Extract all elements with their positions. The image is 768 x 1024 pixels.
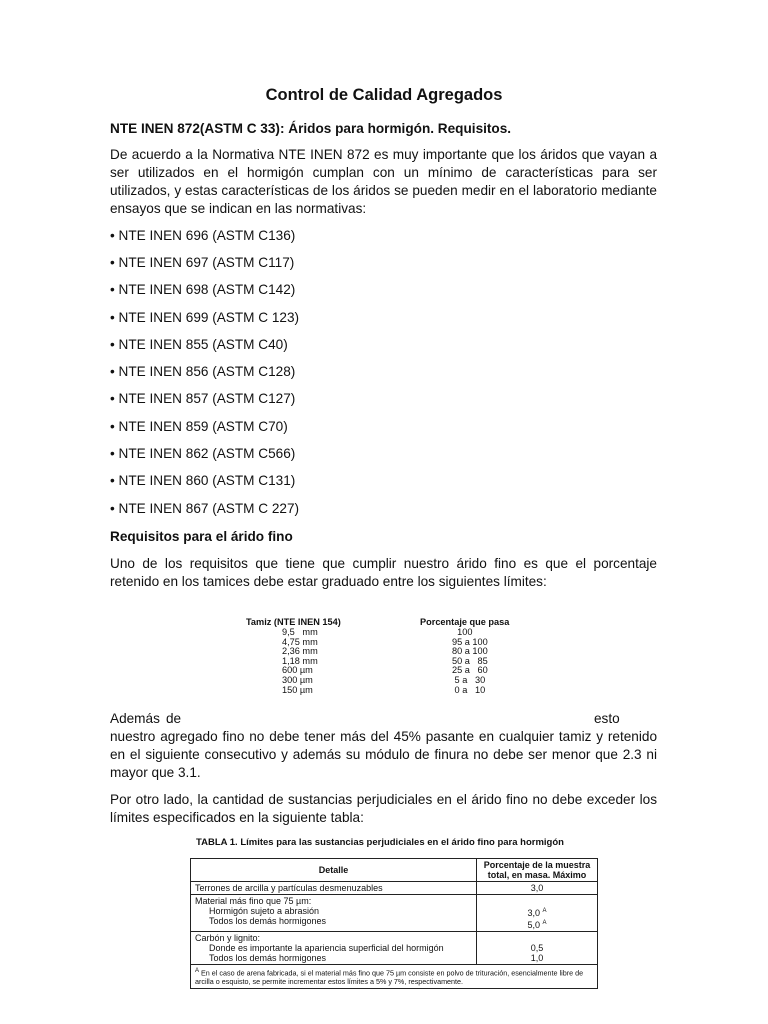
- ademas-de-word: de: [166, 711, 182, 726]
- porcentaje-cell: 100: [452, 627, 473, 637]
- norm-item: • NTE INEN 857 (ASTM C127): [110, 391, 296, 406]
- table-row: [191, 882, 598, 895]
- tamiz-cell: 1,18 mm: [282, 655, 318, 666]
- tabla-sustancias: [190, 838, 598, 989]
- porcentaje-cell: 0 a 10: [452, 684, 486, 695]
- apariencia-label: Donde es importante la apariencia superficial del hormigón: [209, 943, 444, 953]
- detalle-cell: [191, 895, 477, 932]
- valor-demas-carbon: 1,0: [530, 953, 544, 963]
- norm-item: • NTE INEN 855 (ASTM C40): [110, 337, 288, 352]
- tabla-grid: [190, 858, 598, 965]
- valor-cell: [477, 932, 598, 965]
- porcentaje-cell: 25 a 60: [452, 665, 488, 676]
- tamiz-column: [282, 628, 318, 695]
- valor-demas: 5,0: [527, 920, 540, 930]
- table-row: [191, 895, 598, 932]
- norm-item: • NTE INEN 696 (ASTM C136): [110, 228, 296, 243]
- carbon-label: Carbón y lignito:: [195, 933, 261, 943]
- porcentaje-cell: 5 a 30: [452, 674, 486, 685]
- porcentaje-cell: 50 a 85: [452, 655, 488, 666]
- document-title: Control de Calidad Agregados: [265, 86, 503, 104]
- ademas-esto-word: esto: [594, 711, 620, 726]
- tamiz-cell: 4,75 mm: [282, 636, 318, 647]
- abrasion-label: Hormigón sujeto a abrasión: [209, 906, 320, 916]
- tamiz-cell: 600 µm: [282, 665, 313, 676]
- detalle-header: Detalle: [191, 859, 477, 882]
- norm-item: • NTE INEN 867 (ASTM C 227): [110, 501, 300, 516]
- norm-item: • NTE INEN 856 (ASTM C128): [110, 364, 296, 379]
- footnote-marker: A: [542, 908, 547, 914]
- table-header-row: [191, 859, 598, 882]
- material-fino-label: Material más fino que 75 µm:: [195, 896, 312, 906]
- norm-item: • NTE INEN 860 (ASTM C131): [110, 473, 296, 488]
- norm-item: • NTE INEN 699 (ASTM C 123): [110, 310, 300, 325]
- norm-item: • NTE INEN 698 (ASTM C142): [110, 282, 296, 297]
- valor-abrasion: 3,0: [527, 908, 540, 918]
- porcentaje-header: Porcentaje que pasa: [420, 617, 510, 627]
- tabla-footnote: [190, 965, 598, 989]
- fino-paragraph: Uno de los requisitos que tiene que cumplir nuestro árido fino es que el porcentaje retenido en los tamices debe estar graduado entre los siguientes límites:: [110, 556, 657, 589]
- ademas-word: Además: [110, 711, 160, 726]
- tamiz-cell: 9,5 mm: [282, 627, 318, 637]
- footnote-text: En el caso de arena fabricada, si el material más fino que 75 µm consiste en polvo de trituración, esencialmente libre de arcilla o esquisto, se permite incrementar estos límites a 5% y 7%, respectivamente.: [195, 968, 584, 986]
- norm-item: • NTE INEN 859 (ASTM C70): [110, 419, 288, 434]
- footnote-marker: A: [542, 920, 547, 926]
- norm-item: • NTE INEN 862 (ASTM C566): [110, 446, 296, 461]
- demas-hormigones-label: Todos los demás hormigones: [209, 916, 327, 926]
- valor-cell: [477, 895, 598, 932]
- tamiz-cell: 150 µm: [282, 684, 313, 695]
- porcentaje-cell: 80 a 100: [452, 646, 488, 657]
- tamiz-cell: 300 µm: [282, 674, 313, 685]
- porcentaje-cell: 95 a 100: [452, 636, 488, 647]
- sustancias-paragraph: Por otro lado, la cantidad de sustancias perjudiciales en el árido fino no debe exceder los límites especificados en la siguiente tabla:: [110, 792, 657, 825]
- tamiz-cell: 2,36 mm: [282, 646, 318, 657]
- detalle-cell: Terrones de arcilla y partículas desmenuzables: [191, 882, 477, 895]
- tabla-caption: TABLA 1. Límites para las sustancias perjudiciales en el árido fino para hormigón: [196, 837, 564, 848]
- intro-paragraph: De acuerdo a la Normativa NTE INEN 872 es muy importante que los áridos que vayan a ser utilizados en el hormigón cumplan con un mínimo de características para ser utilizados, y estas características de los áridos se pueden medir en el laboratorio mediante ensayos que se indican en las normativas:: [110, 147, 657, 216]
- valor-cell: 3,0: [477, 882, 598, 895]
- detalle-cell: [191, 932, 477, 965]
- fino-heading: Requisitos para el árido fino: [110, 529, 293, 544]
- footnote-marker: A: [195, 968, 200, 974]
- tamiz-header: Tamiz (NTE INEN 154): [246, 617, 341, 627]
- porcentaje-max-header: Porcentaje de la muestra total, en masa. Máximo: [477, 859, 598, 882]
- norm-heading: NTE INEN 872(ASTM C 33): Áridos para hormigón. Requisitos.: [110, 121, 512, 136]
- table-row: [191, 932, 598, 965]
- norm-item: • NTE INEN 697 (ASTM C117): [110, 255, 295, 270]
- porcentaje-column: [452, 628, 488, 695]
- demas-hormigones-label: Todos los demás hormigones: [209, 953, 327, 963]
- ademas-paragraph: nuestro agregado fino no debe tener más del 45% pasante en cualquier tamiz y retenido en el siguiente consecutivo y además su módulo de finura no debe ser menor que 2.3 ni mayor que 3.1.: [110, 729, 657, 780]
- valor-apariencia: 0,5: [530, 943, 544, 953]
